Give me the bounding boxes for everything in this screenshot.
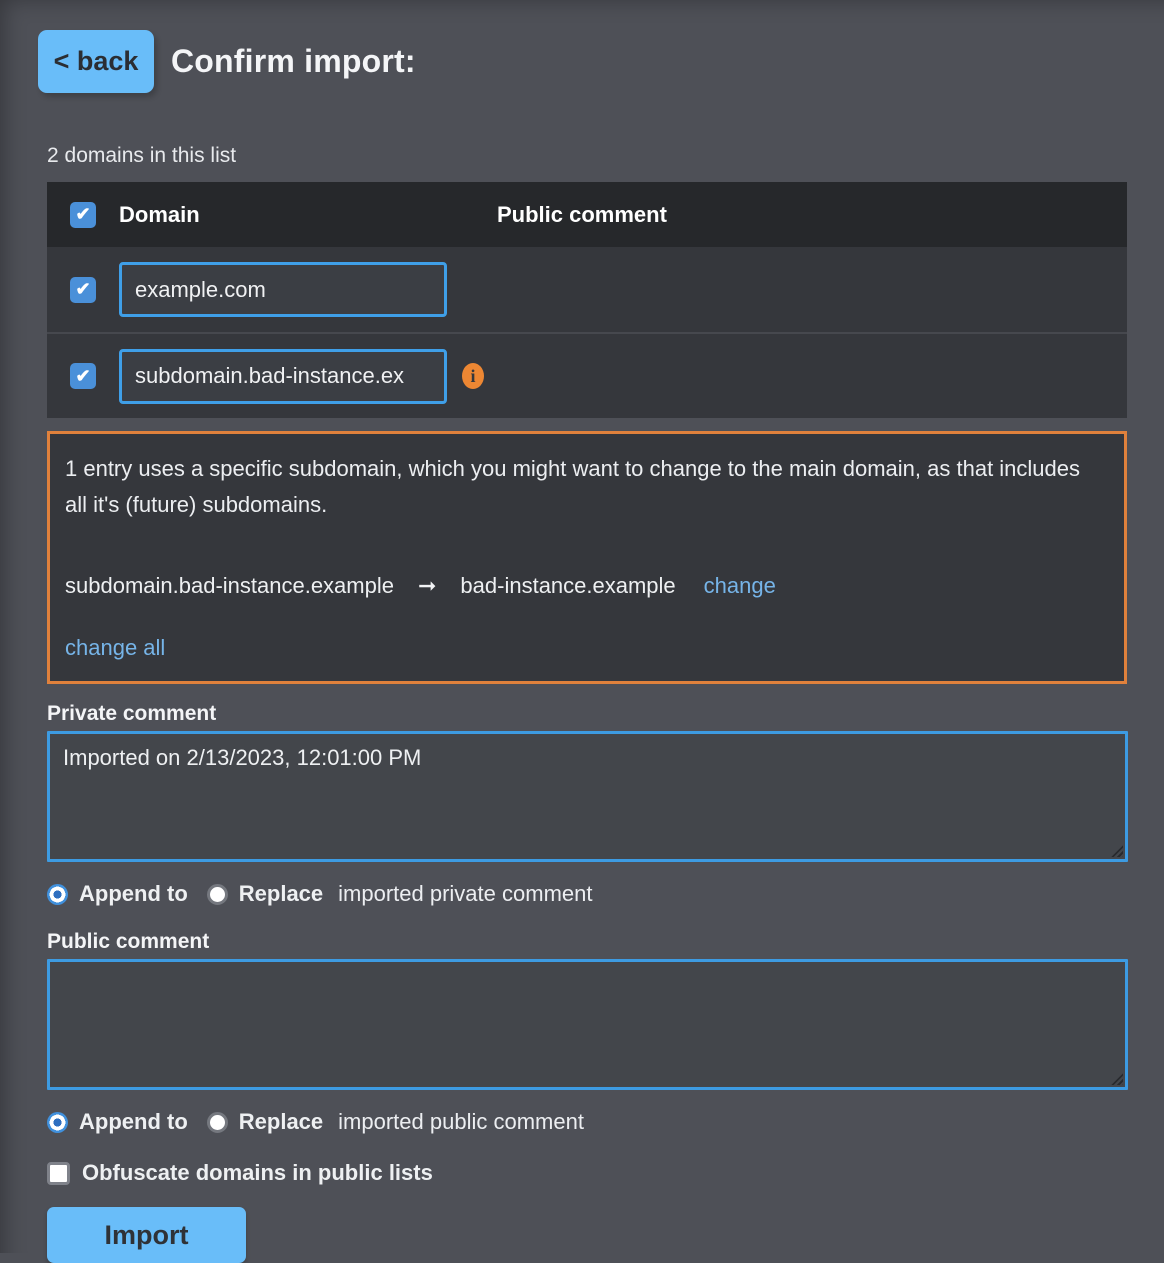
- public-replace-radio[interactable]: [207, 1112, 228, 1133]
- change-link[interactable]: change: [703, 573, 776, 598]
- public-append-label: Append to: [79, 1109, 188, 1134]
- private-replace-label: Replace: [238, 881, 324, 906]
- domain-column-header: Domain: [119, 201, 200, 227]
- public-replace-label: Replace: [238, 1109, 324, 1134]
- obfuscate-checkbox[interactable]: [47, 1162, 70, 1185]
- warning-text: 1 entry uses a specific subdomain, which you might want to change to the main domain, as that includes all it's (future) subdomains.: [65, 456, 1081, 517]
- domains-table: [47, 182, 1127, 418]
- page-header: [38, 30, 1127, 93]
- public-append-radio[interactable]: [47, 1112, 68, 1133]
- private-comment-wrap: [47, 731, 1128, 862]
- import-button[interactable]: Import: [47, 1207, 246, 1263]
- domain-input[interactable]: [119, 262, 447, 317]
- subdomain-warning-box: [47, 431, 1127, 684]
- private-append-label: Append to: [79, 881, 188, 906]
- row-checkbox[interactable]: ✔: [70, 363, 96, 389]
- right-arrow-icon: ➞: [417, 573, 437, 598]
- mapping-from-domain: subdomain.bad-instance.example: [65, 573, 394, 598]
- private-comment-textarea[interactable]: [47, 731, 1128, 862]
- table-header-row: [47, 182, 1127, 247]
- public-mode-suffix: imported public comment: [338, 1109, 584, 1134]
- public-comment-mode-row: [47, 1109, 1127, 1135]
- change-all-row: [65, 635, 1109, 661]
- private-comment-label: Private comment: [47, 702, 217, 725]
- table-row: [47, 247, 1127, 332]
- confirm-import-page: [47, 0, 1127, 1263]
- obfuscate-label: Obfuscate domains in public lists: [82, 1160, 433, 1185]
- private-comment-mode-row: [47, 881, 1127, 907]
- change-all-link[interactable]: change all: [65, 635, 166, 660]
- public-comment-column-header: Public comment: [497, 201, 667, 227]
- page-title: Confirm import:: [171, 43, 416, 79]
- private-mode-suffix: imported private comment: [338, 881, 593, 906]
- mapping-to-domain: bad-instance.example: [460, 573, 676, 598]
- back-button[interactable]: < back: [38, 30, 154, 93]
- public-comment-wrap: [47, 959, 1128, 1090]
- select-all-checkbox[interactable]: ✔: [70, 202, 96, 228]
- private-append-radio[interactable]: [47, 884, 68, 905]
- info-icon[interactable]: i: [462, 363, 484, 389]
- public-comment-textarea[interactable]: [47, 959, 1128, 1090]
- obfuscate-row: [47, 1160, 1127, 1186]
- row-checkbox[interactable]: ✔: [70, 277, 96, 303]
- private-replace-radio[interactable]: [207, 884, 228, 905]
- public-comment-label: Public comment: [47, 930, 210, 953]
- domain-count-text: 2 domains in this list: [47, 144, 237, 167]
- domain-input[interactable]: [119, 349, 447, 404]
- subdomain-mapping-row: [65, 573, 1109, 599]
- table-row: [47, 332, 1127, 418]
